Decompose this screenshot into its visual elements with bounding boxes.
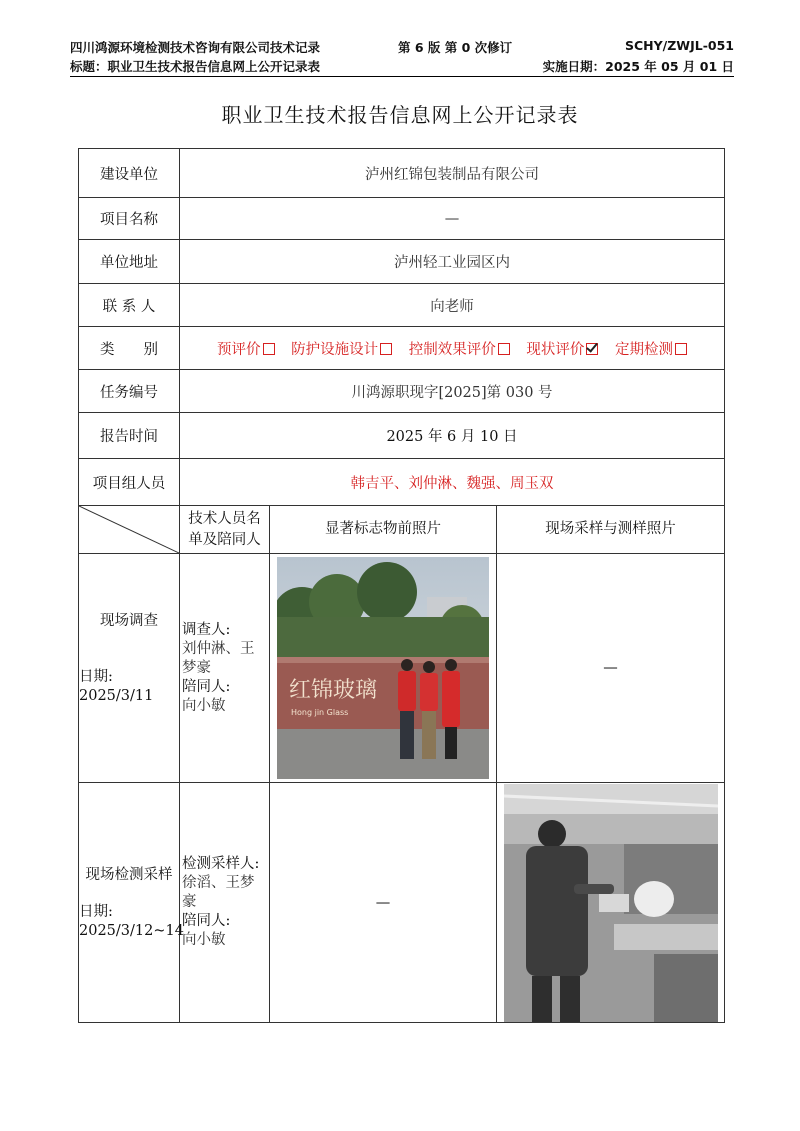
survey-accompany-name: 向小敏: [182, 697, 226, 714]
person-middle: [420, 661, 438, 759]
person-left: [398, 659, 416, 759]
sampler-names: 徐滔、王梦豪: [182, 875, 255, 910]
value-project-name: —: [180, 198, 725, 240]
value-task-number: 川鸿源职现字[2025]第 030 号: [180, 370, 725, 413]
site-testing-date: 2025/3/12~14: [79, 923, 184, 939]
label-report-time: 报告时间: [79, 413, 180, 459]
value-address: 泸州轻工业园区内: [180, 240, 725, 284]
category-option-protection-design[interactable]: 防护设施设计: [291, 342, 392, 358]
landmark-photo-cell: [270, 554, 497, 783]
site-survey-staff-cell: [180, 554, 270, 783]
column-landmark-photo: 显著标志物前照片: [270, 506, 497, 554]
row-address: [79, 240, 725, 284]
sign-text: 红锦玻璃: [289, 678, 378, 703]
header-divider: [70, 76, 734, 77]
investigator-names: 刘仲淋、王梦豪: [182, 640, 255, 676]
company-record-title: 四川鸿源环境检测技术咨询有限公司技术记录: [70, 40, 321, 55]
site-survey-date-block: [79, 668, 153, 706]
survey-sampling-photo-cell: —: [497, 554, 725, 783]
site-testing-staff-cell: [180, 783, 270, 1023]
photo-table-header: [79, 506, 725, 554]
row-site-testing: [79, 783, 725, 1023]
document-header-row-2: [70, 57, 734, 77]
site-survey-stage: 现场调查: [100, 613, 158, 629]
site-testing-stage: 现场检测采样: [85, 867, 173, 883]
testing-accompany-label: 陪同人:: [182, 913, 231, 929]
label-contact: 联 系 人: [79, 284, 180, 327]
row-report-time: [79, 413, 725, 459]
label-construction-unit: 建设单位: [79, 149, 180, 198]
testing-landmark-photo-cell: —: [270, 783, 497, 1023]
sampling-photo-cell: [497, 783, 725, 1023]
document-header-row-1: [70, 38, 734, 58]
row-project-name: [79, 198, 725, 240]
landmark-photo: [277, 557, 489, 779]
checkbox-control-effect[interactable]: [498, 343, 510, 355]
label-team-members: 项目组人员: [79, 459, 180, 506]
checkbox-status-evaluation[interactable]: [586, 343, 598, 355]
testing-accompany-name: 向小敏: [182, 932, 226, 948]
row-team-members: [79, 459, 725, 506]
record-table: [78, 148, 725, 1023]
category-option-control-effect[interactable]: 控制效果评价: [409, 342, 510, 358]
value-contact: 向老师: [180, 284, 725, 327]
site-testing-date-label: 日期:: [79, 904, 113, 920]
label-task-number: 任务编号: [79, 370, 180, 413]
column-sampling-photo: 现场采样与测样照片: [497, 506, 725, 554]
sampler-label: 检测采样人:: [182, 856, 260, 872]
checkbox-protection-design[interactable]: [380, 343, 392, 355]
site-survey-stage-cell: [79, 554, 180, 783]
effective-date: 实施日期：2025 年 05 月 01 日: [542, 59, 734, 74]
category-option-status-evaluation[interactable]: 现状评价: [526, 342, 598, 358]
row-site-survey: [79, 554, 725, 783]
category-option-pre-evaluation[interactable]: 预评价: [217, 342, 275, 358]
diagonal-header-cell: [79, 506, 180, 554]
category-options: [180, 327, 725, 370]
label-project-name: 项目名称: [79, 198, 180, 240]
value-team-members: 韩吉平、刘仲淋、魏强、周玉双: [180, 459, 725, 506]
site-testing-stage-cell: [79, 783, 184, 1023]
site-survey-date-label: 日期:: [79, 669, 113, 685]
row-task-number: [79, 370, 725, 413]
site-testing-date-block: [79, 903, 184, 941]
document-subject: 标题：职业卫生技术报告信息网上公开记录表: [70, 59, 321, 74]
value-report-time: 2025 年 6 月 10 日: [180, 413, 725, 459]
sampling-photo: [504, 784, 718, 1022]
row-contact: [79, 284, 725, 327]
value-construction-unit: 泸州红锦包装制品有限公司: [180, 149, 725, 198]
category-option-periodic-testing[interactable]: 定期检测: [615, 342, 687, 358]
checkbox-periodic-testing[interactable]: [675, 343, 687, 355]
label-address: 单位地址: [79, 240, 180, 284]
row-construction-unit: [79, 149, 725, 198]
survey-accompany-label: 陪同人:: [182, 678, 231, 695]
diagonal-line: [79, 506, 179, 553]
column-staff: 技术人员名单及陪同人: [180, 506, 270, 554]
investigator-label: 调查人:: [182, 621, 231, 638]
sign-pinyin: Hong jin Glass: [291, 708, 349, 717]
page-title: 职业卫生技术报告信息网上公开记录表: [221, 103, 579, 127]
label-category: 类 别: [79, 327, 180, 370]
document-code: SCHY/ZWJL-051: [624, 38, 734, 53]
checkbox-pre-evaluation[interactable]: [263, 343, 275, 355]
revision-label: 第 6 版 第 0 次修订: [398, 40, 513, 55]
site-survey-date: 2025/3/11: [79, 688, 154, 704]
row-category: [79, 327, 725, 370]
